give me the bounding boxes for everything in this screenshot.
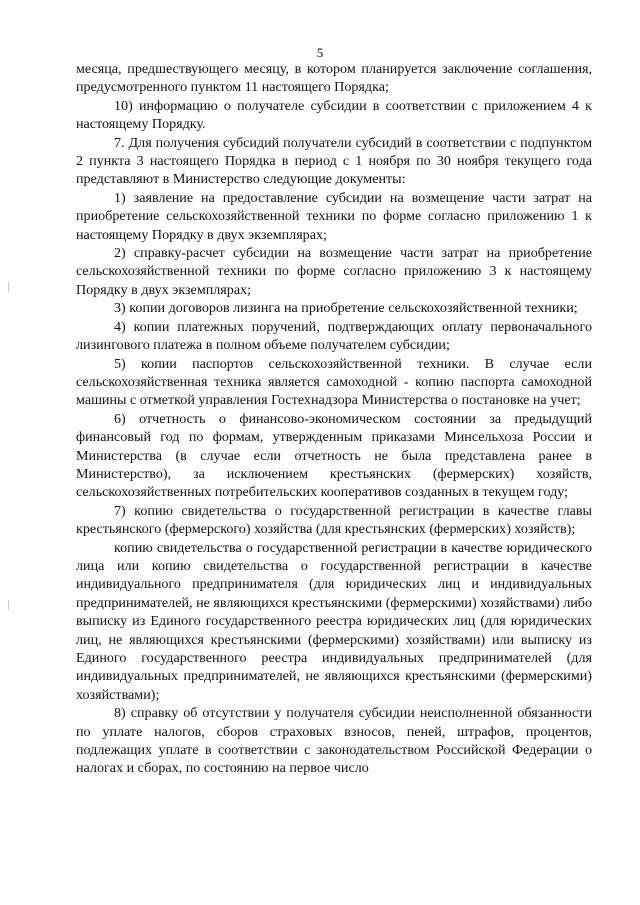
left-margin-mark (8, 282, 9, 292)
page-number: 5 (316, 45, 324, 60)
paragraph-item-5: 5) копии паспортов сельскохозяйственной техники. В случае если сельскохозяйственная техника является самоходной - копию паспорта самоходной машины с отметкой управления Гостехнадзора Министерства о постановке на учет; (76, 355, 592, 409)
paragraph-item-4: 4) копии платежных поручений, подтверждающих оплату первоначального лизингового платежа в полном объеме получателем субсидии; (76, 318, 592, 354)
paragraph-clause-7: 7. Для получения субсидий получатели субсидий в соответствии с подпунктом 2 пункта 3 настоящего Порядка в период с 1 ноября по 30 ноября текущего года представляют в Министерство следующие документы: (76, 134, 592, 188)
paragraph-item-6: 6) отчетность о финансово-экономическом состоянии за предыдущий финансовый год по формам, утвержденным приказами Минсельхоза России и Министерства (в случае если отчетность не была представлена ранее в Министерство), за исключением крестьянских (фермерских) хозяйств, сельскохозяйственных потребительских кооперативов созданных в текущем году; (76, 410, 592, 501)
paragraph-continuation: месяца, предшествующего месяцу, в котором планируется заключение соглашения, предусмотренного пунктом 11 настоящего Порядка; (76, 61, 592, 96)
paragraph-item-1: 1) заявление на предоставление субсидии на возмещение части затрат на приобретение сельскохозяйственной техники по форме согласно приложению 1 к настоящему Порядку в двух экземплярах; (76, 189, 592, 243)
paragraph-item-10: 10) информацию о получателе субсидии в соответствии с приложением 4 к настоящему Порядку. (76, 97, 592, 133)
left-margin-mark (8, 600, 9, 610)
document-body (76, 60, 592, 778)
paragraph-item-2: 2) справку-расчет субсидии на возмещение части затрат на приобретение сельскохозяйственной техники по форме согласно приложению 3 к настоящему Порядку в двух экземплярах; (76, 245, 592, 298)
paragraph-item-8: 8) справку об отсутствии у получателя субсидии неисполненной обязанности по уплате налогов, сборов страховых взносов, пеней, штрафов, процентов, подлежащих уплате в соответствии с законодательством Российской Федерации о налогах и сборах, по состоянию на первое число (76, 705, 592, 777)
paragraph-item-3: 3) копии договоров лизинга на приобретение сельскохозяйственной техники; (114, 300, 578, 317)
paragraph-item-7: 7) копию свидетельства о государственной регистрации в качестве главы крестьянского (фермерского) хозяйства (для крестьянских (фермерских) хозяйств); (76, 502, 592, 538)
paragraph-item-7-continued: копию свидетельства о государственной регистрации в качестве юридического лица или копию свидетельства о государственной регистрации в качестве индивидуального предпринимателя (для юридических лиц и индивидуальных предпринимателей, не являющихся крестьянскими (фермерскими) хозяйствами) либо выписку из Единого государственного реестра юридических лиц (для юридических лиц, не являющихся крестьянскими (фермерскими) хозяйствами) или выписку из Единого государственного реестра индивидуальных предпринимателей (для индивидуальных предпринимателей, не являющихся крестьянскими (фермерскими) хозяйствами); (76, 539, 592, 703)
